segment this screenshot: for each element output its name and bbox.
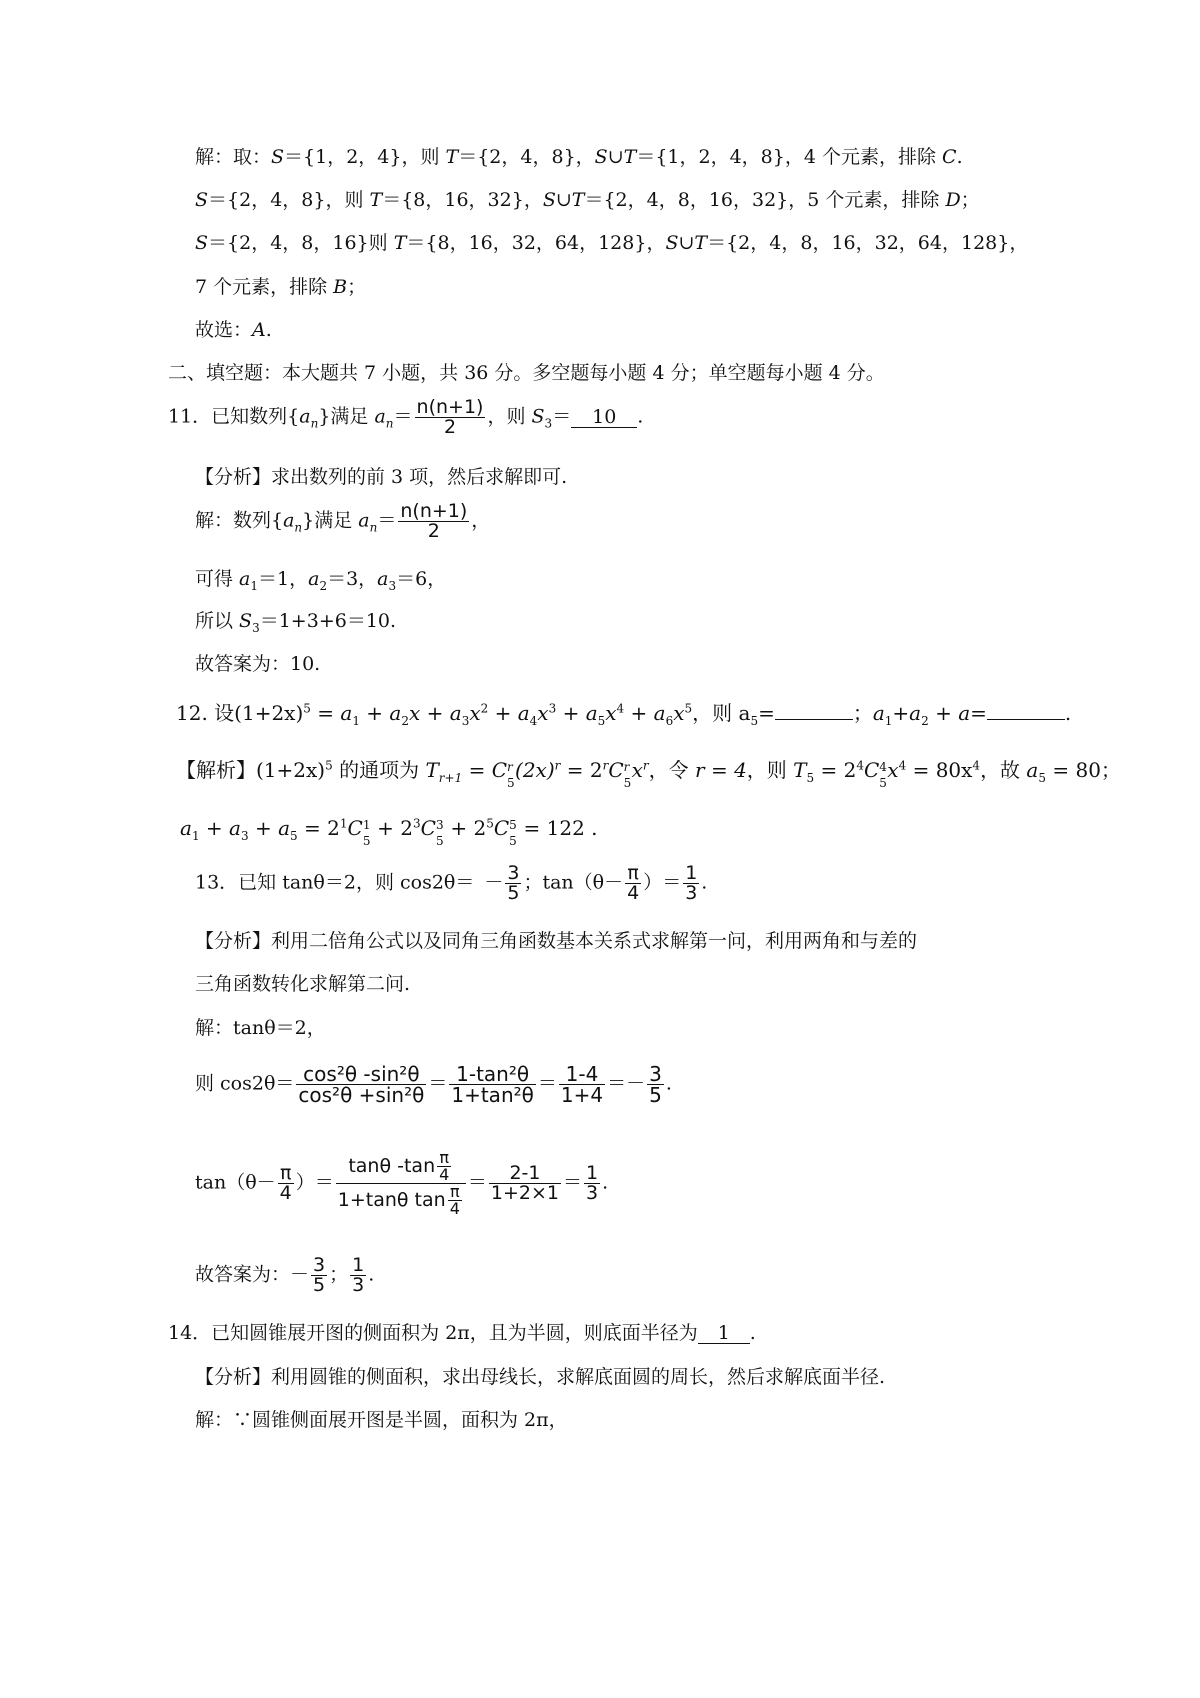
math-text: .	[1064, 701, 1072, 725]
math-text: x	[469, 701, 481, 725]
math-text: S	[271, 146, 285, 168]
math-text: 5	[486, 816, 494, 831]
math-text: T	[623, 146, 637, 168]
math-text: ＝1+3+6＝10.	[259, 610, 397, 632]
math-text	[350, 1256, 366, 1295]
math-text: + 2	[370, 816, 414, 840]
math-text: 所以	[195, 610, 240, 632]
math-text: 14．已知圆锥展开图的侧面积为 2π，且为半圆，则底面半径为	[168, 1322, 698, 1344]
math-text	[336, 1150, 466, 1184]
math-text	[559, 1064, 605, 1105]
math-text: ＝{1，2，4}，则	[284, 146, 446, 168]
math-text: .	[368, 1263, 375, 1286]
solution-line-1	[195, 148, 963, 167]
question-13	[195, 864, 707, 903]
math-text: 5	[649, 1083, 662, 1107]
math-text: .	[265, 319, 272, 341]
math-text: 3	[313, 1254, 326, 1276]
math-text: 7 个元素，排除	[195, 276, 334, 298]
question-14	[168, 1324, 756, 1344]
math-text: 3	[413, 816, 421, 831]
math-text: ；	[960, 189, 980, 211]
math-text: 1	[191, 829, 200, 843]
solution-11-line-2	[195, 568, 447, 593]
math-text: ，则 a	[692, 701, 751, 725]
math-text: }满足	[302, 509, 359, 532]
math-text: ＝3，	[327, 568, 378, 590]
math-text: ，令	[648, 758, 696, 782]
math-text: 2	[427, 520, 440, 542]
math-text: =	[970, 701, 987, 725]
analysis-11: 【分析】求出数列的前 3 项，然后求解即可.	[195, 466, 568, 488]
math-text: T	[445, 146, 459, 168]
math-text: r	[642, 758, 649, 773]
math-text: = 122	[517, 816, 585, 840]
math-text: S	[195, 232, 209, 254]
math-text: ＝	[552, 405, 572, 428]
math-text: 6	[665, 714, 674, 728]
math-text: .	[701, 871, 708, 894]
math-text: 12	[176, 701, 202, 725]
math-text: (1+2x)	[234, 701, 304, 725]
math-text: + a	[248, 816, 291, 840]
question-12	[176, 701, 1072, 728]
math-text: = 2	[560, 758, 603, 782]
math-text: ；	[1100, 758, 1121, 782]
math-text	[437, 1150, 451, 1183]
math-text: S	[531, 405, 545, 428]
math-text: = 2	[297, 816, 340, 840]
math-text: A	[252, 319, 266, 341]
math-text: 1-4	[559, 1064, 605, 1085]
math-text: .	[602, 1171, 609, 1194]
solution-13-line-1: 解：tanθ＝2，	[195, 1017, 326, 1039]
math-text: B	[333, 276, 348, 298]
math-text: ＝	[537, 1072, 557, 1095]
math-text: 5	[597, 714, 606, 728]
math-text: = 2	[814, 758, 857, 782]
math-text: 故答案为：－	[195, 1263, 310, 1286]
math-text: = C	[462, 758, 508, 782]
answer-blank-1	[775, 719, 853, 720]
math-text: π	[278, 1164, 294, 1184]
math-text	[448, 1184, 462, 1217]
math-text: C	[347, 816, 363, 840]
math-text: + a	[199, 816, 241, 840]
math-text: .	[637, 405, 644, 428]
math-text: + 2	[443, 816, 487, 840]
math-text: x	[887, 758, 899, 782]
math-text	[296, 1064, 426, 1105]
math-text: 则 cos2θ＝	[195, 1072, 295, 1095]
solution-11-line-3	[195, 610, 397, 635]
math-text: n(n+1)	[416, 396, 484, 418]
math-text: 4	[279, 1182, 292, 1204]
math-text: x + a	[409, 701, 462, 725]
math-text: T	[694, 232, 708, 254]
math-text: 3	[240, 829, 249, 843]
math-text: 【解析】	[176, 758, 256, 782]
math-text	[683, 864, 699, 903]
math-text: ，则	[487, 405, 532, 428]
math-text	[449, 1064, 536, 1105]
solution-12-line-2: $a_1 + a_3 + a_5 = 2^1C$ 1 5 + $2^3C$ 3 5 + $2^5C$ 5 5 = 122 .	[180, 816, 598, 848]
math-text: 4	[627, 882, 640, 904]
math-text: 4	[898, 758, 907, 773]
math-text: D	[945, 189, 961, 211]
math-text: .	[584, 816, 598, 840]
math-text: ）＝	[643, 871, 682, 894]
math-text: a	[358, 509, 370, 532]
math-text: cos²θ -sin²θ	[296, 1064, 426, 1085]
math-text: 11．已知数列{	[168, 405, 300, 428]
math-text: C	[493, 816, 510, 840]
math-text: 3	[649, 1062, 662, 1086]
math-text: tan（θ－	[195, 1171, 276, 1194]
math-text: 2	[921, 714, 929, 728]
math-text: . 设	[201, 701, 235, 725]
math-text: π	[437, 1150, 451, 1167]
math-text: 5	[313, 1274, 326, 1296]
math-text: 4	[616, 701, 625, 716]
math-text: + a	[488, 701, 530, 725]
math-text	[505, 864, 521, 903]
math-text: 5	[684, 701, 693, 716]
math-text: C	[608, 758, 624, 782]
math-text	[336, 1184, 466, 1217]
math-text: (1+2x)	[256, 758, 326, 782]
answer-blank: 1	[698, 1324, 750, 1344]
math-text: 4	[529, 714, 538, 728]
math-text: 2	[319, 578, 328, 593]
math-text: S	[542, 189, 556, 211]
math-text: =	[758, 701, 775, 725]
solution-13-line-4	[195, 1256, 374, 1295]
math-text: π	[448, 1184, 462, 1201]
math-text: a	[374, 405, 386, 428]
math-text: 4	[449, 1199, 460, 1218]
math-text: ；tan（θ－	[523, 871, 624, 894]
math-text: ）＝	[295, 1171, 334, 1194]
math-text: 2-1	[489, 1164, 561, 1184]
math-text: 1	[586, 1162, 599, 1184]
math-text: + a	[359, 701, 402, 725]
solution-13-line-3	[195, 1150, 608, 1217]
math-text: 的通项为	[332, 758, 426, 782]
fraction	[415, 398, 486, 437]
math-text: (2x)	[515, 758, 555, 782]
math-text	[336, 1150, 466, 1217]
solution-line-2	[195, 191, 980, 210]
math-text: n	[310, 416, 319, 431]
math-text: r+1	[438, 771, 463, 785]
math-text: 3	[252, 620, 260, 635]
math-text: 5	[325, 758, 333, 773]
math-text: + a	[556, 701, 598, 725]
math-text: + a	[624, 701, 666, 725]
math-text: .	[956, 146, 963, 168]
math-text: ＝	[377, 509, 397, 532]
math-text: ＝{2，4，8}，	[458, 146, 595, 168]
math-text: tanθ -tan	[348, 1155, 436, 1177]
math-text: S	[594, 146, 608, 168]
math-text: 13．已知 tanθ＝2，则 cos2θ＝	[195, 871, 475, 894]
math-text: 3	[544, 416, 553, 431]
math-text: ，故	[980, 758, 1027, 782]
math-text: x	[605, 701, 617, 725]
fraction	[398, 502, 469, 541]
math-text: 3	[586, 1182, 599, 1204]
math-text: T	[793, 758, 807, 782]
math-text: －	[484, 871, 504, 894]
math-text: C	[863, 758, 880, 782]
math-text: 解：数列{	[195, 509, 284, 532]
math-text: 5	[290, 829, 298, 843]
math-text: 3	[548, 701, 557, 716]
math-text: 1	[685, 862, 698, 884]
math-text: }满足	[318, 405, 375, 428]
math-text: + a	[928, 701, 971, 725]
math-text: 5	[1038, 771, 1046, 785]
math-text: a	[377, 568, 389, 590]
math-text	[278, 1164, 294, 1203]
math-text: S	[239, 610, 253, 632]
answer-blank-2	[987, 719, 1065, 720]
math-text: 1	[352, 714, 360, 728]
math-text: S	[665, 232, 679, 254]
math-text: ＝{2，4，8}，则	[208, 189, 370, 211]
math-text: ；	[329, 1263, 349, 1286]
math-text: ，	[471, 509, 491, 532]
math-text: 4	[856, 758, 864, 773]
math-text: 1	[352, 1254, 365, 1276]
math-text: 2	[480, 701, 489, 716]
math-text: 1+4	[560, 1083, 604, 1107]
math-text: ＝{1，2，4，8}，4 个元素，排除	[636, 146, 943, 168]
math-text: ＝	[393, 405, 413, 428]
math-text: 1	[884, 714, 893, 728]
math-text: ＝	[428, 1072, 448, 1095]
math-text: x	[631, 758, 643, 782]
answer-blank: 10	[571, 408, 637, 428]
math-text: r = 4	[695, 758, 747, 782]
analysis-13-line-1: 【分析】利用二倍角公式以及同角三角函数基本关系式求解第一问，利用两角和与差的	[195, 930, 918, 952]
solution-11-line-4: 故答案为：10.	[195, 653, 321, 675]
math-text: a	[308, 568, 320, 590]
math-text: +a	[892, 701, 922, 725]
section-heading: 二、填空题：本大题共 7 小题，共 36 分。多空题每小题 4 分；单空题每小题 4 分。	[168, 362, 885, 384]
math-text: 1+tanθ tan	[337, 1189, 446, 1211]
question-11	[168, 398, 643, 437]
solution-13-line-2	[195, 1064, 672, 1105]
math-text: ＝{2，4，8，16，32，64，128}，	[707, 232, 1029, 254]
math-text: 3	[352, 1274, 365, 1296]
math-text: r	[554, 758, 561, 773]
math-text: 故选：	[195, 319, 253, 341]
math-text	[311, 1256, 327, 1295]
math-text: 3	[461, 714, 470, 728]
math-text: n(n+1)	[400, 500, 468, 522]
math-text: T	[571, 189, 585, 211]
math-text: 解：取：	[195, 146, 272, 168]
solution-14-line-1: 解：∵圆锥侧面展开图是半圆，面积为 2π，	[195, 1409, 568, 1431]
math-text: ＝1，	[258, 568, 309, 590]
math-text: C	[942, 146, 957, 168]
math-text: C	[420, 816, 436, 840]
math-text: = a	[310, 701, 353, 725]
solution-12-line-1: 【解析】$(1+2x)^5$ 的通项为 $T_{r+1} = C$ r 5 $(2x)^r = 2^rC$ r 5 $x^r$，令 r = 4，则 $T_5 = 2^4C$ 4 5 $x^4 = 80x^4$，故 $a_5 = 80$；	[176, 758, 1121, 790]
math-text: x	[673, 701, 685, 725]
math-text: ＝{2，4，8，16}则	[208, 232, 394, 254]
solution-11-line-1	[195, 502, 490, 541]
math-text: ；	[852, 701, 873, 725]
math-text: ＝－	[607, 1072, 646, 1095]
analysis-13-line-2: 三角函数转化求解第二问.	[195, 973, 411, 995]
math-text: ＝{8，16，32}，	[382, 189, 543, 211]
math-text: 1+2×1	[490, 1182, 560, 1204]
math-text: a	[1026, 758, 1039, 782]
solution-line-4	[195, 278, 366, 297]
math-text: cos²θ +sin²θ	[298, 1083, 425, 1107]
math-text: 1	[339, 816, 348, 831]
math-text: ∪	[555, 189, 572, 211]
math-text: ＝6，	[396, 568, 447, 590]
math-text: 3	[388, 578, 397, 593]
math-text: 4	[439, 1165, 450, 1184]
math-text: 5	[507, 882, 520, 904]
math-text: ＝{8，16，32，64，128}，	[406, 232, 666, 254]
math-text: ，则	[746, 758, 794, 782]
math-text: 1+tan²θ	[451, 1083, 534, 1107]
math-text: a	[872, 701, 885, 725]
math-text: n	[385, 416, 394, 431]
math-text: 4	[972, 758, 981, 773]
math-text: ＝	[563, 1171, 583, 1194]
math-text: r	[602, 758, 609, 773]
math-text: T	[425, 758, 439, 782]
math-text: T	[369, 189, 383, 211]
math-text: ∪	[607, 146, 624, 168]
math-text: 5	[806, 771, 815, 785]
math-text: 1-tan²θ	[449, 1064, 536, 1085]
math-text: S	[195, 189, 209, 211]
math-text: ＝{2，4，8，16，32}，5 个元素，排除	[584, 189, 946, 211]
analysis-14: 【分析】利用圆锥的侧面积，求出母线长，求解底面圆的周长，然后求解底面半径.	[195, 1366, 886, 1388]
solution-line-3	[195, 234, 1028, 253]
math-text: ∪	[678, 232, 695, 254]
solution-line-5	[195, 321, 272, 340]
math-text: n	[294, 520, 303, 535]
math-text: ；	[347, 276, 367, 298]
math-text	[647, 1064, 664, 1105]
math-text: π	[625, 864, 641, 884]
math-text: 5	[303, 701, 311, 716]
math-text	[489, 1164, 561, 1203]
math-text: 3	[507, 862, 520, 884]
math-text	[584, 1164, 600, 1203]
math-text: .	[749, 1322, 756, 1344]
math-text: a	[299, 405, 311, 428]
math-text: x	[537, 701, 549, 725]
math-text: a	[180, 816, 192, 840]
math-text: a	[283, 509, 295, 532]
math-text: a	[239, 568, 251, 590]
math-text: 3	[685, 882, 698, 904]
math-text: 可得	[195, 568, 240, 590]
math-text: 2	[443, 416, 457, 438]
math-text: 1	[250, 578, 259, 593]
math-text: .	[665, 1072, 672, 1095]
math-text: 2	[401, 714, 409, 728]
math-text: = 80x	[906, 758, 973, 782]
math-text: T	[393, 232, 407, 254]
math-text	[625, 864, 641, 903]
math-text: = 80	[1046, 758, 1101, 782]
math-text: ＝	[467, 1171, 487, 1194]
math-text: 5	[750, 714, 759, 728]
math-text: n	[369, 520, 378, 535]
